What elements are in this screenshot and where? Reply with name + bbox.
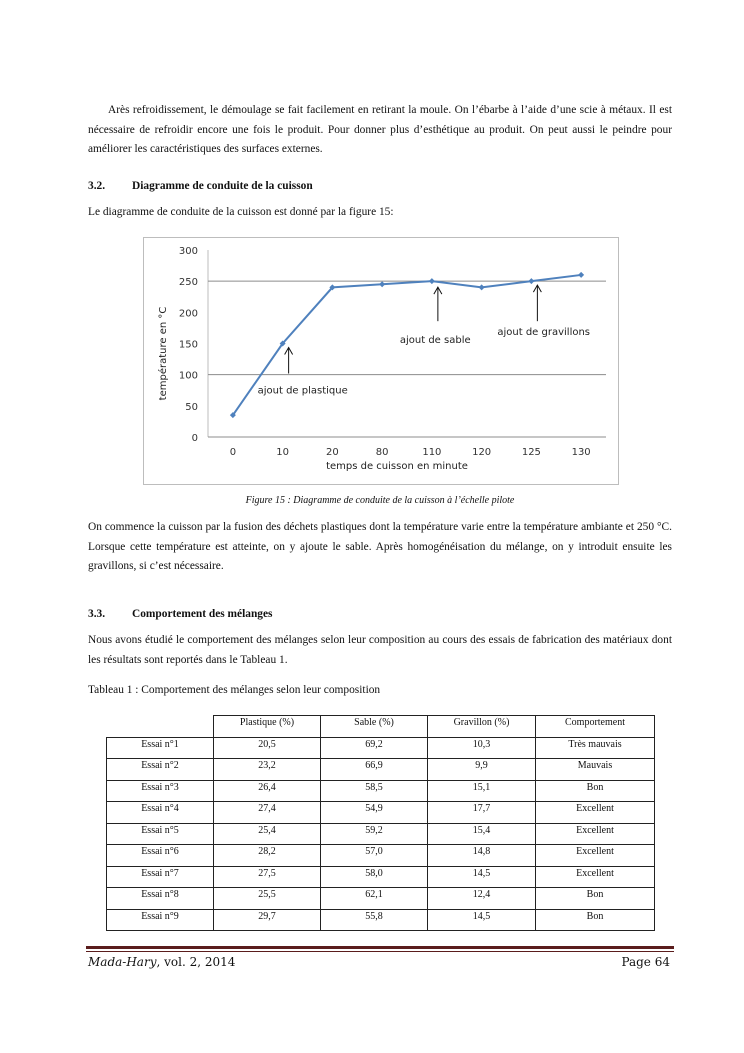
annotation-label: ajout de plastique (257, 385, 348, 397)
table-cell: 25,5 (214, 888, 321, 910)
row-label: Essai n°7 (107, 866, 214, 888)
journal-name: Mada-Hary (88, 955, 157, 969)
x-tick-label: 20 (326, 447, 339, 458)
table-row (107, 780, 655, 802)
table-cell: Excellent (536, 845, 655, 867)
data-point (528, 278, 534, 284)
table-row (107, 759, 655, 781)
table-cell: 27,5 (214, 866, 321, 888)
table-cell: 9,9 (428, 759, 536, 781)
table-cell: 58,5 (321, 780, 428, 802)
paragraph-cooling: Arès refroidissement, le démoulage se fait facilement en retirant la moule. On l’ébarbe à l’aide d’une scie à métaux. Il est nécessaire de refroidir encore une fois le produit. Pour donner plus d’esthétique au produit. On peut aussi le peindre pour améliorer les caractéristiques des surfaces externes. (88, 104, 672, 155)
table-cell: 14,5 (428, 909, 536, 931)
table-cell: 26,4 (214, 780, 321, 802)
table-cell: 15,4 (428, 823, 536, 845)
y-axis-label: température en °C (158, 306, 169, 401)
x-tick-label: 130 (571, 447, 591, 458)
x-tick-label: 110 (422, 447, 442, 458)
x-tick-label: 80 (375, 447, 389, 458)
section-heading-3-3 (88, 608, 272, 620)
y-tick-label: 150 (178, 339, 198, 351)
row-label: Essai n°6 (107, 845, 214, 867)
table-header-row (107, 716, 655, 738)
page-number: Page 64 (621, 955, 670, 969)
table-cell: Bon (536, 909, 655, 931)
table-cell: 69,2 (321, 737, 428, 759)
table-row (107, 845, 655, 867)
table-row (107, 802, 655, 824)
table-cell: 25,4 (214, 823, 321, 845)
table-cell: 59,2 (321, 823, 428, 845)
table-cell: 10,3 (428, 737, 536, 759)
composition-table (106, 715, 655, 931)
row-label: Essai n°2 (107, 759, 214, 781)
table-cell: 28,2 (214, 845, 321, 867)
data-point (429, 278, 435, 284)
table-cell: Excellent (536, 866, 655, 888)
journal-volume: , vol. 2, 2014 (156, 955, 236, 969)
section-number: 3.2. (88, 180, 106, 192)
row-label: Essai n°5 (107, 823, 214, 845)
row-label: Essai n°8 (107, 888, 214, 910)
section-heading-3-2 (88, 180, 313, 192)
paragraph-figure-intro: Le diagramme de conduite de la cuisson est donné par la figure 15: (88, 206, 394, 218)
row-label: Essai n°9 (107, 909, 214, 931)
paragraph-cooking-description: On commence la cuisson par la fusion des déchets plastiques dont la température varie entre la température ambiante et 250 °C. Lorsque cette température est atteinte, on y ajoute le sable. Après homogénéisation du mélange, on y introduit ensuite les gravillons, si c’est nécessaire. (88, 521, 672, 572)
row-label: Essai n°4 (107, 802, 214, 824)
footer-divider-thick (86, 946, 674, 949)
x-tick-label: 120 (472, 447, 492, 458)
table-row (107, 737, 655, 759)
figure-caption: Figure 15 : Diagramme de conduite de la cuisson à l’échelle pilote (245, 495, 515, 506)
annotation-label: ajout de sable (399, 335, 471, 347)
table-cell: 57,0 (321, 845, 428, 867)
data-point (479, 284, 485, 290)
section-title: Comportement des mélanges (132, 608, 273, 620)
table-cell: Bon (536, 780, 655, 802)
table-cell: Excellent (536, 823, 655, 845)
table-cell: 54,9 (321, 802, 428, 824)
table-cell: 62,1 (321, 888, 428, 910)
table-row (107, 909, 655, 931)
footer-citation (88, 955, 235, 969)
table-header-cell: Plastique (%) (214, 716, 321, 738)
table-cell: Très mauvais (536, 737, 655, 759)
table-cell: 20,5 (214, 737, 321, 759)
annotation-label: ajout de gravillons (497, 327, 591, 339)
y-tick-label: 200 (178, 308, 198, 320)
footer-divider-thin (86, 951, 674, 952)
table-cell: 14,5 (428, 866, 536, 888)
table-cell: 15,1 (428, 780, 536, 802)
paragraph-mixture-study: Nous avons étudié le comportement des mélanges selon leur composition au cours des essais de fabrication des matériaux dont les résultats sont reportés dans le Tableau 1. (88, 634, 672, 666)
y-tick-label: 300 (178, 246, 198, 257)
row-label: Essai n°1 (107, 737, 214, 759)
table-header-empty (107, 716, 214, 738)
line-chart (144, 238, 618, 484)
table-cell: 66,9 (321, 759, 428, 781)
x-tick-label: 10 (276, 447, 289, 458)
section-number: 3.3. (88, 608, 106, 620)
row-label: Essai n°3 (107, 780, 214, 802)
y-tick-label: 250 (178, 277, 198, 289)
table-cell: 17,7 (428, 802, 536, 824)
table-header-cell: Comportement (536, 716, 655, 738)
y-tick-label: 0 (191, 433, 198, 444)
y-tick-label: 100 (178, 370, 198, 382)
data-point (578, 272, 584, 278)
table-cell: Excellent (536, 802, 655, 824)
table-cell: 27,4 (214, 802, 321, 824)
table-cell: Bon (536, 888, 655, 910)
table-header-cell: Gravillon (%) (428, 716, 536, 738)
y-tick-label: 50 (185, 401, 198, 413)
table-cell: 14,8 (428, 845, 536, 867)
table-cell: Mauvais (536, 759, 655, 781)
x-tick-label: 125 (521, 447, 541, 458)
table-cell: 29,7 (214, 909, 321, 931)
table-row (107, 823, 655, 845)
table-header-cell: Sable (%) (321, 716, 428, 738)
table-cell: 23,2 (214, 759, 321, 781)
section-title: Diagramme de conduite de la cuisson (132, 180, 313, 192)
table-cell: 55,8 (321, 909, 428, 931)
table-caption: Tableau 1 : Comportement des mélanges selon leur composition (88, 684, 381, 696)
table-cell: 58,0 (321, 866, 428, 888)
data-point (379, 281, 385, 287)
x-axis-label: temps de cuisson en minute (326, 461, 468, 472)
table-row (107, 866, 655, 888)
chart-figure-15 (143, 237, 619, 485)
x-tick-label: 0 (229, 447, 237, 458)
table-cell: 12,4 (428, 888, 536, 910)
table-row (107, 888, 655, 910)
